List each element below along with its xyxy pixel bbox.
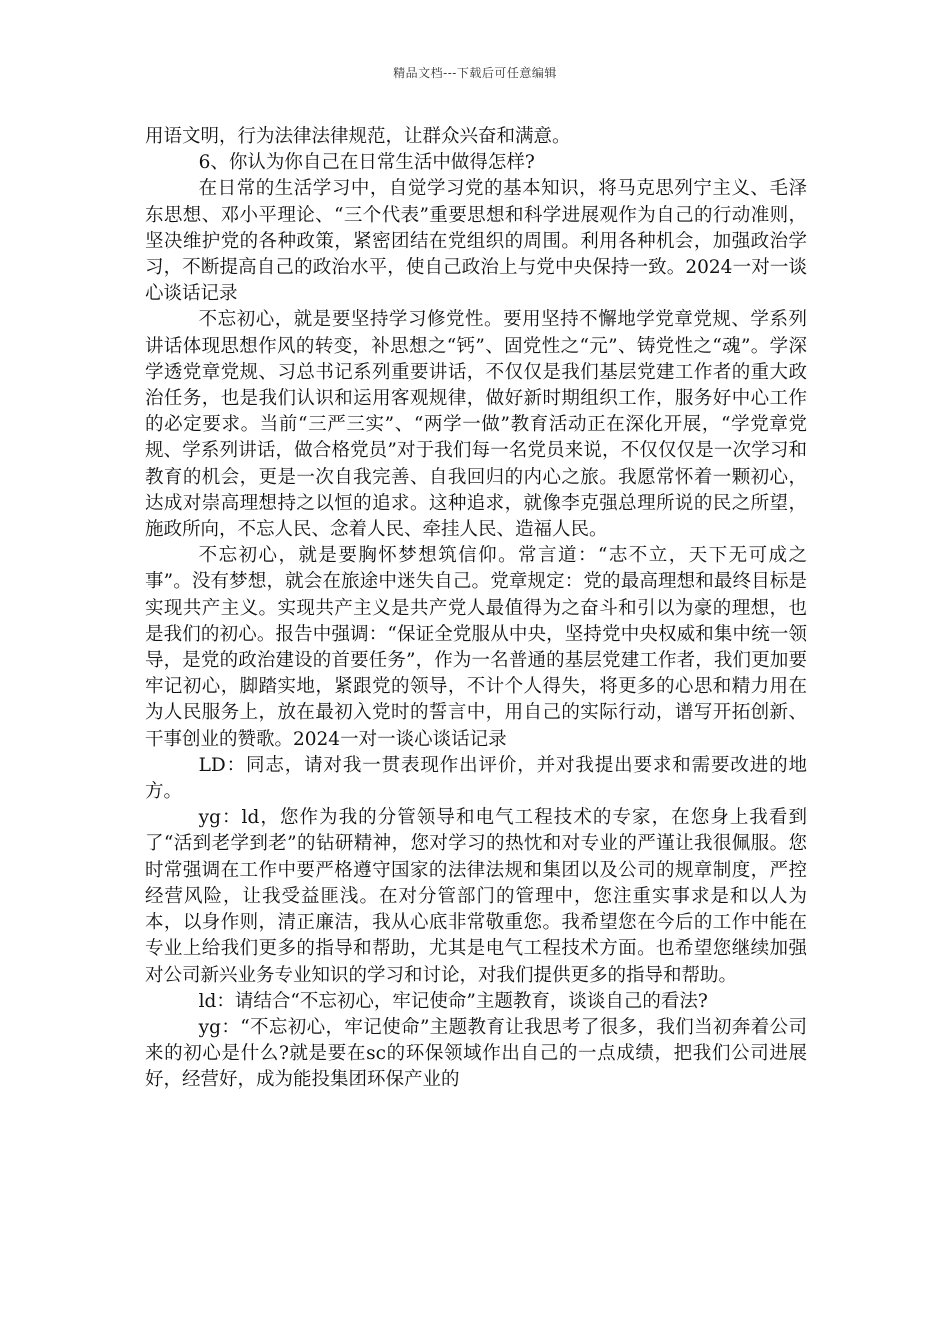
paragraph: 用语文明，行为法律法律规范，让群众兴奋和满意。: [145, 126, 571, 147]
paragraph: 6、你认为你自己在日常生活中做得怎样?: [198, 152, 535, 174]
paragraph: yg：“不忘初心，牢记使命”主题教育让我思考了很多，我们当初奔着公司来的初心是什么?就是要在sc的环保领域作出自己的一点成绩，把我们公司进展好，经营好，成为能投集团环保产业的: [145, 1016, 807, 1091]
paragraph: LD：同志，请对我一贯表现作出评价，并对我提出要求和需要改进的地方。: [145, 754, 807, 803]
paragraph: yg：ld，您作为我的分管领导和电气工程技术的专家，在您身上我看到了“活到老学到老”的钻研精神，您对学习的热忱和对专业的严谨让我很佩服。您时常强调在工作中要严格遵守国家的法律法规和集团以及公司的规章制度，严控经营风险，让我受益匪浅。在对分管部门的管理中，您注重实事求是和以人为本，以身作则，清正廉洁，我从心底非常敬重您。我希望您在今后的工作中能在专业上给我们更多的指导和帮助，尤其是电气工程技术方面。也希望您继续加强对公司新兴业务专业知识的学习和讨论，对我们提供更多的指导和帮助。: [145, 807, 807, 986]
paragraph: 不忘初心，就是要胸怀梦想筑信仰。常言道：“志不立，天下无可成之事”。没有梦想，就会在旅途中迷失自己。党章规定：党的最高理想和最终目标是实现共产主义。实现共产主义是共产党人最值得为之奋斗和引以为豪的理想，也是我们的初心。报告中强调：“保证全党服从中央，坚持党中央权威和集中统一领导，是党的政治建设的首要任务”，作为一名普通的基层党建工作者，我们更加要牢记初心，脚踏实地，紧跟党的领导，不计个人得失，将更多的心思和精力用在为人民服务上，放在最初入党时的誓言中，用自己的实际行动，谱写开拓创新、干事创业的赞歌。2024一对一谈心谈话记录: [145, 545, 807, 750]
paragraph: ld：请结合“不忘初心，牢记使命”主题教育，谈谈自己的看法?: [198, 990, 708, 1012]
page-header: 精品文档---下载后可任意编辑: [393, 66, 557, 80]
paragraph: 在日常的生活学习中，自觉学习党的基本知识，将马克思列宁主义、毛泽东思想、邓小平理论、“三个代表”重要思想和科学进展观作为自己的行动准则，坚决维护党的各种政策，紧密团结在党组织的周围。利用各种机会，加强政治学习，不断提高自己的政治水平，使自己政治上与党中央保持一致。2024一对一谈心谈话记录: [145, 178, 807, 305]
document-body: [145, 124, 807, 1094]
paragraph: 不忘初心，就是要坚持学习修党性。要用坚持不懈地学党章党规、学系列讲话体现思想作风的转变，补思想之“钙”、固党性之“元”、铸党性之“魂”。学深学透党章党规、习总书记系列重要讲话，不仅仅是我们基层党建工作者的重大政治任务，也是我们认识和运用客观规律，做好新时期组织工作，服务好中心工作的必定要求。当前“三严三实”、“两学一做”教育活动正在深化开展，“学党章党规、学系列讲话，做合格党员”对于我们每一名党员来说，不仅仅仅是一次学习和教育的机会，更是一次自我完善、自我回归的内心之旅。我愿常怀着一颗初心，达成对崇高理想持之以恒的追求。这种追求，就像李克强总理所说的民之所望，施政所向，不忘人民、念着人民、牵挂人民、造福人民。: [145, 309, 807, 541]
